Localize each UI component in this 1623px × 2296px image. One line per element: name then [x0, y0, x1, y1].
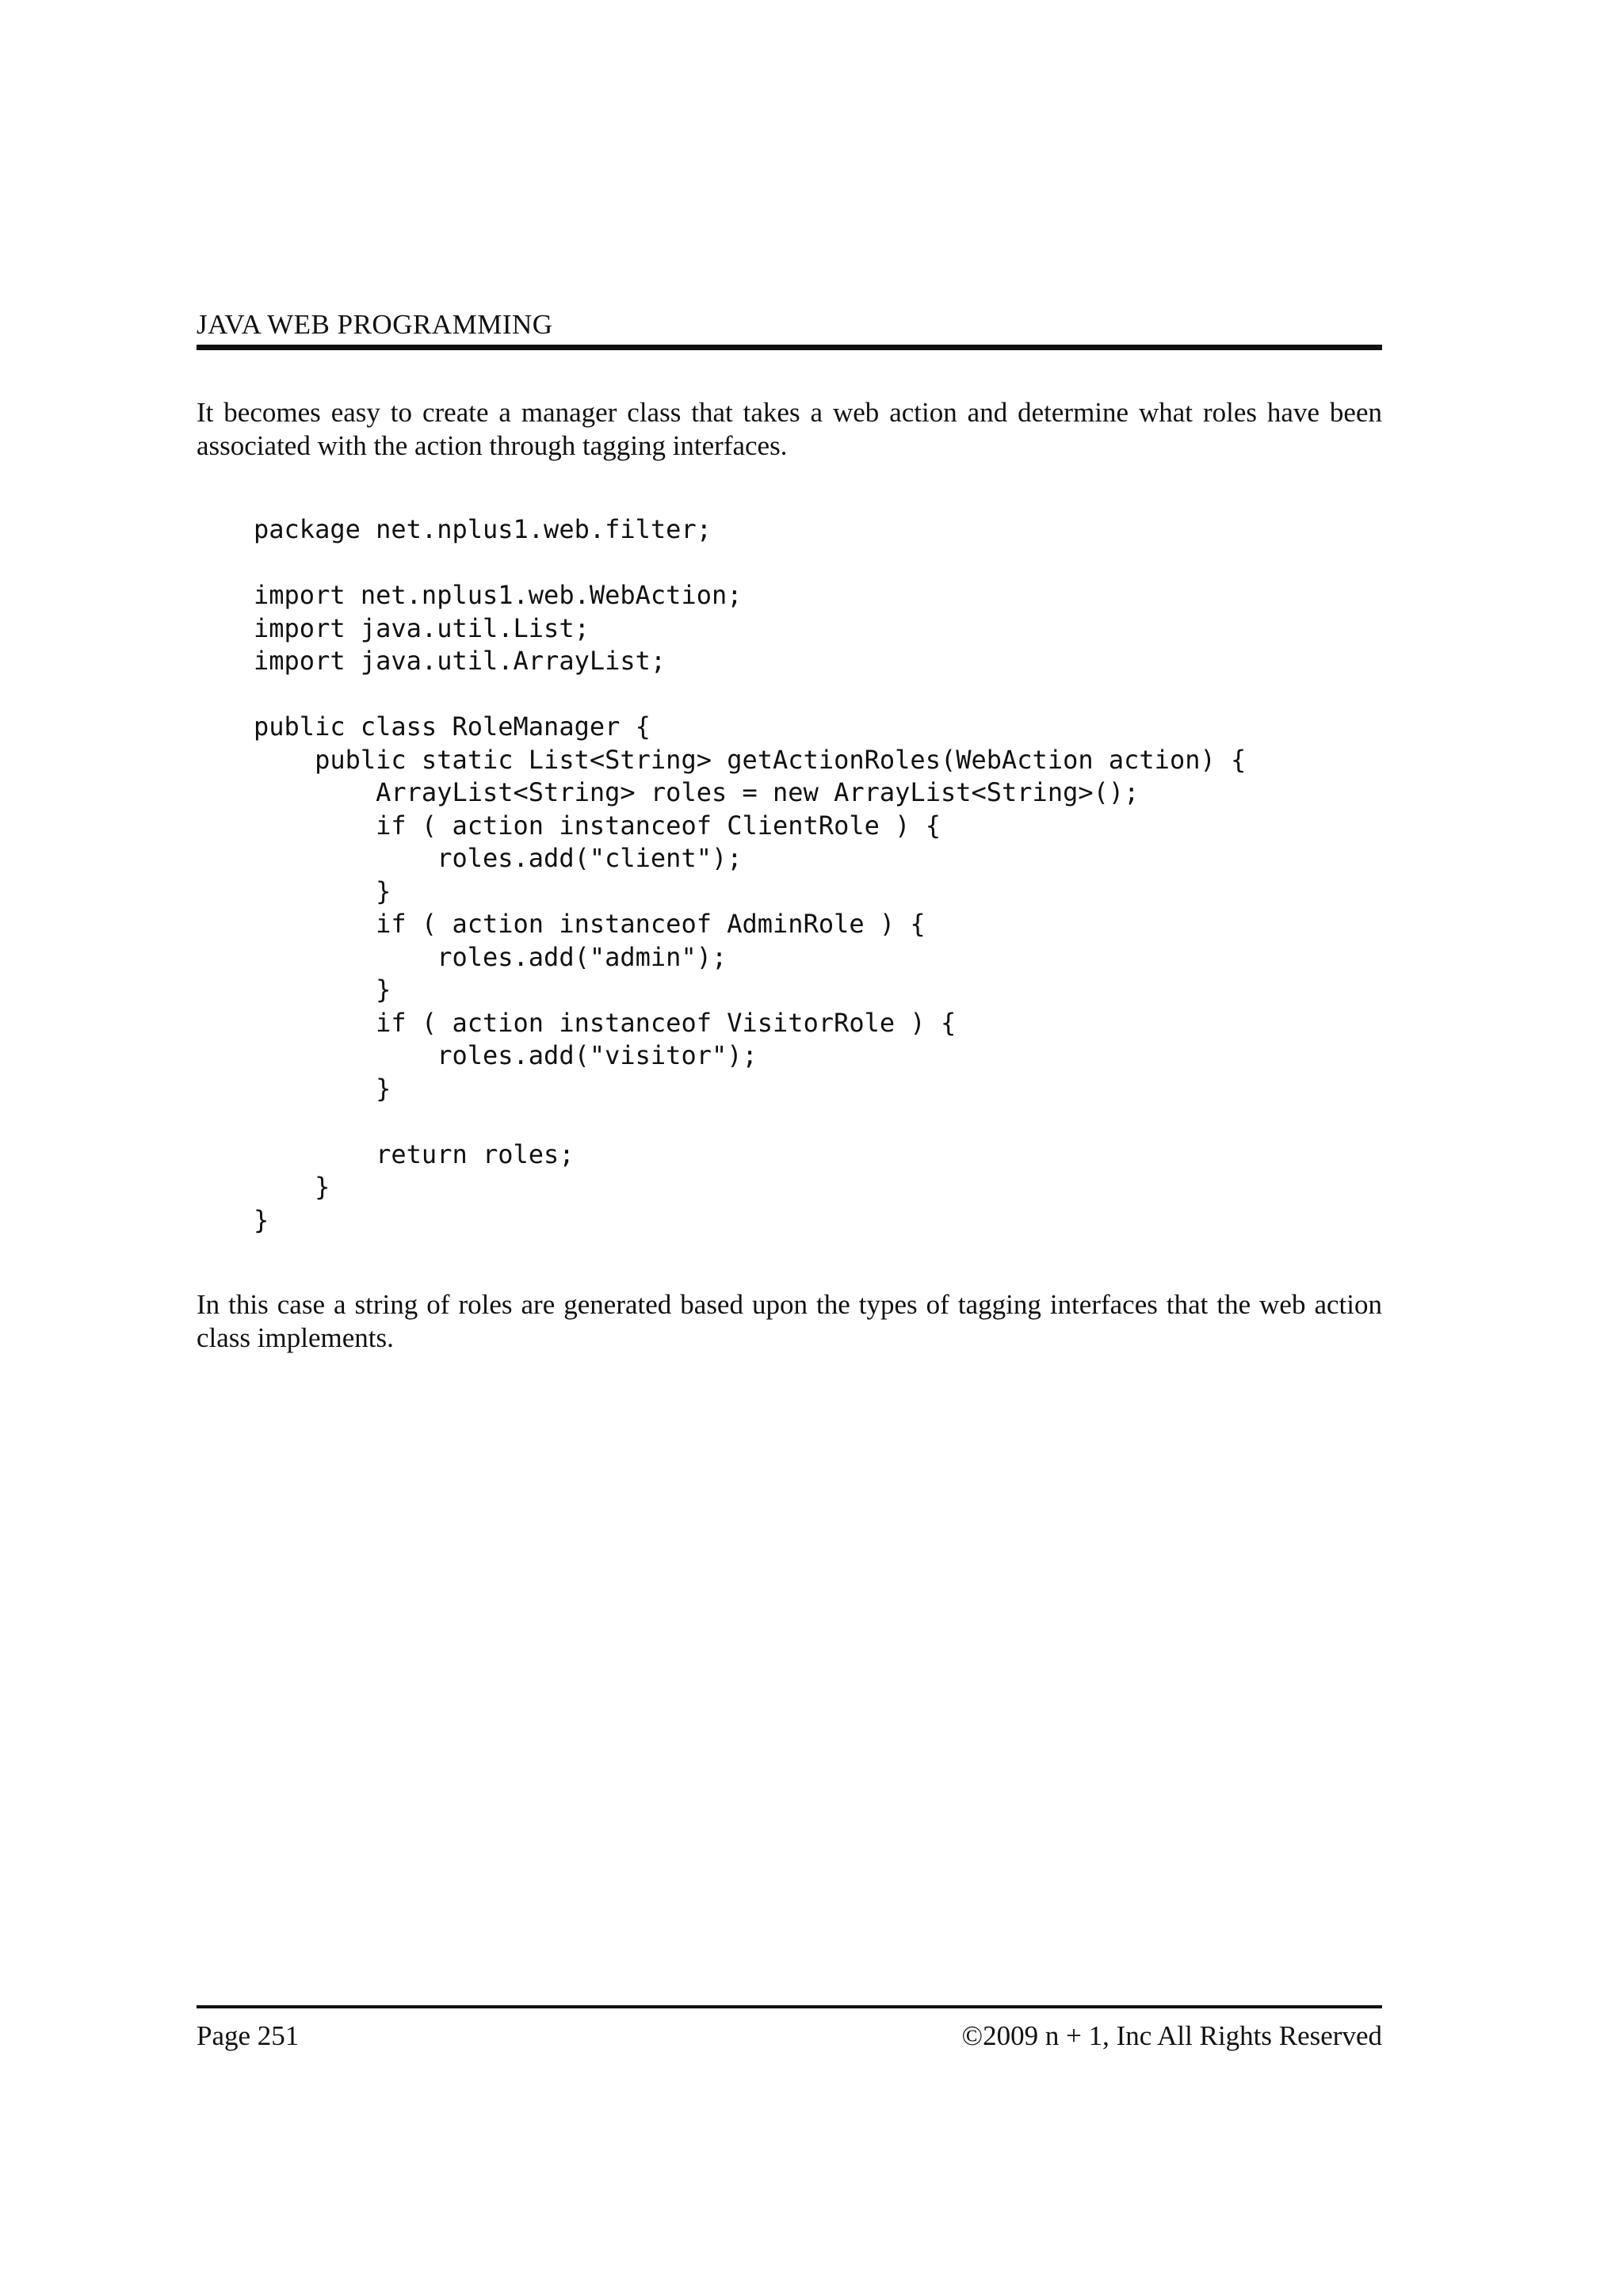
code-line: roles.add("admin");: [254, 941, 727, 972]
copyright-notice: ©2009 n + 1, Inc All Rights Reserved: [961, 2020, 1382, 2051]
code-line: import java.util.List;: [254, 612, 590, 643]
code-line: [254, 547, 1246, 580]
code-line: ArrayList<String> roles = new ArrayList<String>();: [254, 777, 1140, 807]
running-header: JAVA WEB PROGRAMMING: [197, 309, 553, 340]
code-line: return roles;: [254, 1138, 575, 1169]
footer-rule: [197, 2005, 1382, 2008]
code-line: if ( action instanceof AdminRole ) {: [254, 909, 926, 939]
code-line: }: [254, 1172, 330, 1202]
code-line: roles.add("client");: [254, 843, 743, 873]
code-line: if ( action instanceof ClientRole ) {: [254, 810, 941, 841]
code-line: public class RoleManager {: [254, 711, 651, 742]
code-line: }: [254, 875, 391, 906]
code-line: import net.nplus1.web.WebAction;: [254, 580, 743, 610]
code-line: package net.nplus1.web.filter;: [254, 514, 712, 544]
code-line: }: [254, 1204, 269, 1235]
code-line: }: [254, 1073, 391, 1104]
code-line: roles.add("visitor");: [254, 1040, 758, 1070]
code-line: [254, 678, 1246, 711]
code-line: if ( action instanceof VisitorRole ) {: [254, 1007, 957, 1038]
closing-paragraph: In this case a string of roles are generated based upon the types of tagging interfaces that the web action class implements.: [197, 1289, 1382, 1353]
intro-paragraph: It becomes easy to create a manager class that takes a web action and determine what roles have been associated with the action through tagging interfaces.: [197, 397, 1382, 461]
code-line: import java.util.ArrayList;: [254, 646, 666, 676]
code-listing: [254, 513, 1246, 1237]
code-line: public static List<String> getActionRoles(WebAction action) {: [254, 744, 1247, 775]
page-number: Page 251: [197, 2020, 300, 2051]
header-rule: [197, 345, 1382, 350]
code-line: }: [254, 974, 391, 1005]
code-line: [254, 1105, 1246, 1138]
